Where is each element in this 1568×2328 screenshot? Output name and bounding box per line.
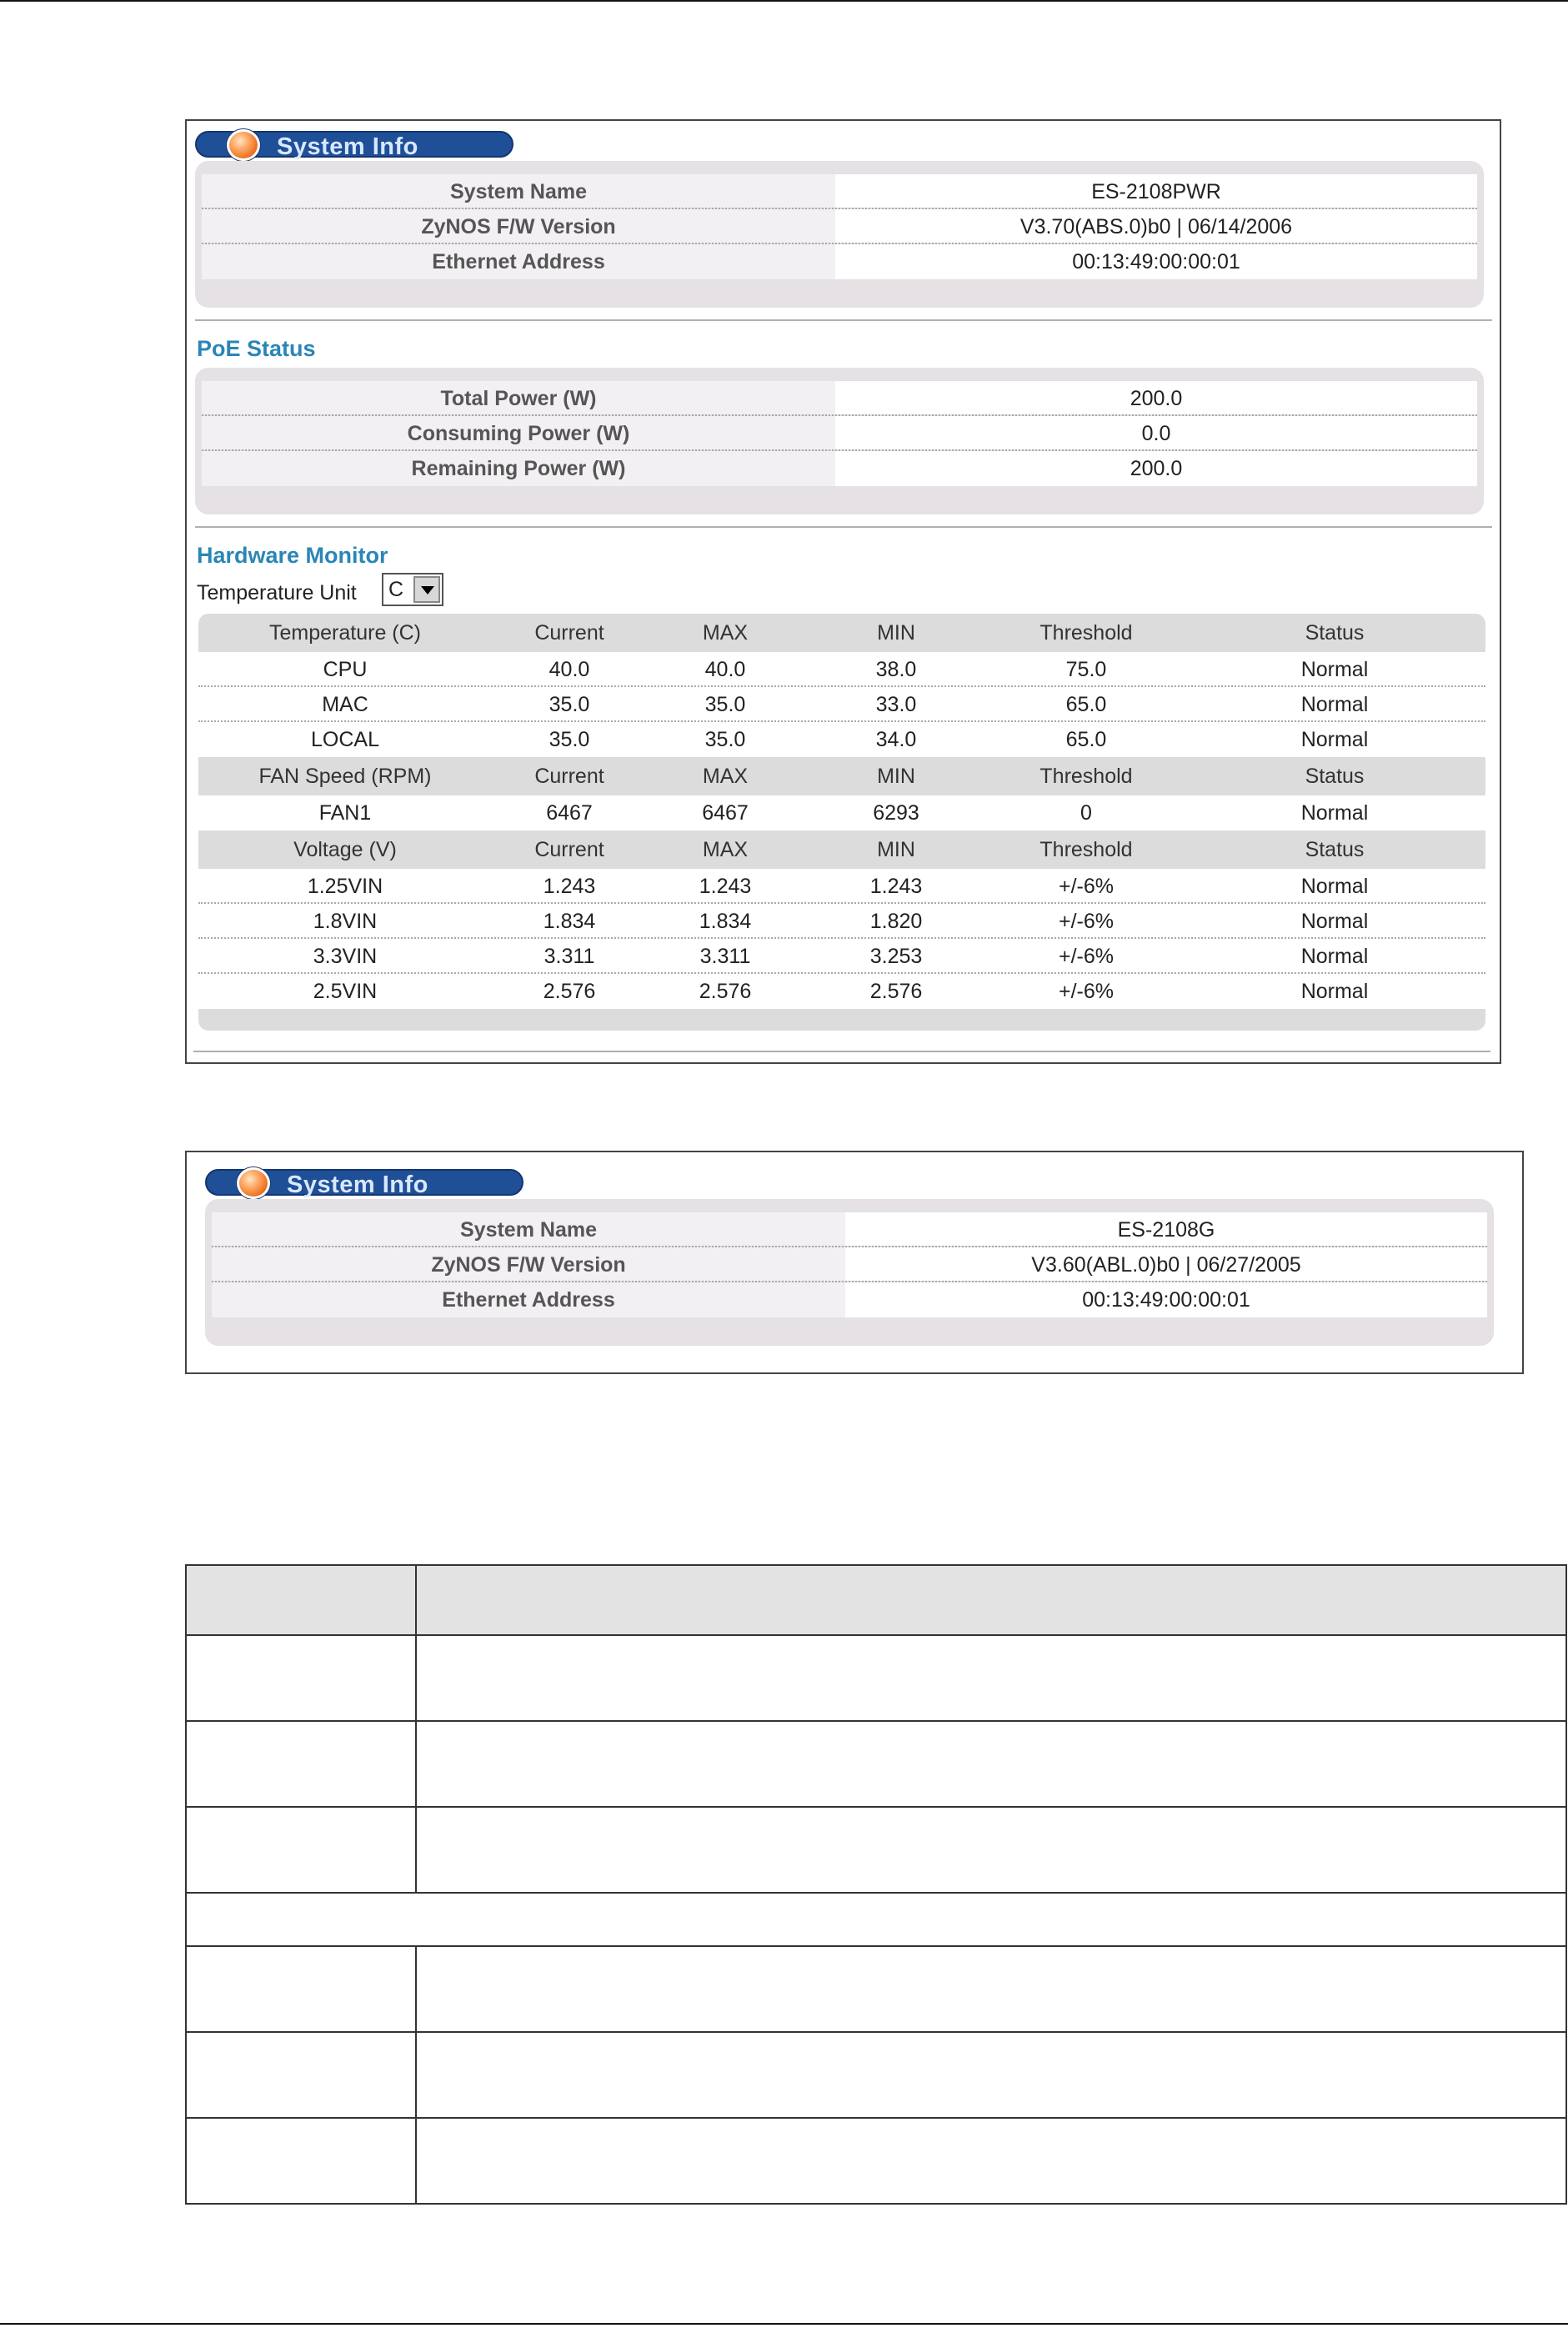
system-name-value: ES-2108PWR — [835, 174, 1477, 208]
ethernet-address-label: Ethernet Address — [212, 1282, 845, 1317]
table-cell — [416, 1721, 1566, 1807]
table-cell: 2.576 — [699, 980, 752, 1003]
table-cell: 2.576 — [869, 980, 923, 1003]
column-header: Status — [1305, 621, 1365, 645]
table-cell: 3.311 — [699, 945, 751, 968]
firmware-version-value: V3.70(ABS.0)b0 | 06/14/2006 — [835, 209, 1477, 243]
top-rule — [0, 0, 1568, 2]
table-header-row — [186, 1565, 1566, 1635]
table-cell — [186, 1565, 416, 1635]
table-cell: 65.0 — [1065, 728, 1107, 751]
table-row — [186, 2032, 1566, 2118]
table-cell: 1.243 — [869, 875, 923, 898]
table-cell: 33.0 — [875, 693, 917, 716]
dropdown-arrow-icon[interactable] — [413, 576, 440, 603]
total-power-label: Total Power (W) — [202, 381, 835, 414]
table-cell: CPU — [323, 658, 368, 681]
table-cell: 65.0 — [1065, 693, 1107, 716]
table-row — [186, 2118, 1566, 2204]
system-info-card — [195, 161, 1484, 308]
fan-header-row — [198, 757, 1485, 795]
poe-status-card — [195, 368, 1484, 514]
table-cell: 3.311 — [544, 945, 595, 968]
table-cell — [186, 1635, 416, 1721]
column-header: Temperature (C) — [269, 621, 421, 645]
table-cell — [416, 1565, 1566, 1635]
table-row — [186, 1893, 1566, 1946]
column-header: MIN — [877, 765, 915, 788]
table-cell — [186, 2118, 416, 2204]
column-header: Status — [1305, 765, 1365, 788]
system-name-label: System Name — [202, 174, 835, 208]
table-cell: +/-6% — [1058, 980, 1114, 1003]
ethernet-address-label: Ethernet Address — [202, 244, 835, 279]
table-cell: 6467 — [702, 801, 749, 825]
column-header: MIN — [877, 838, 915, 861]
table-cell: 1.834 — [543, 910, 596, 933]
orb-icon — [227, 129, 260, 161]
table-row — [186, 1721, 1566, 1807]
table-row — [198, 869, 1485, 904]
table-row — [198, 939, 1485, 974]
system-name-row — [212, 1212, 1487, 1247]
table-cell — [186, 1807, 416, 1893]
column-header: Threshold — [1039, 765, 1133, 788]
system-info-header — [205, 1169, 524, 1196]
table-cell: 40.0 — [704, 658, 746, 681]
table-cell: Normal — [1300, 910, 1369, 933]
poe-status-title: PoE Status — [197, 336, 316, 361]
table-row — [198, 974, 1485, 1009]
firmware-version-row — [202, 209, 1477, 244]
table-row — [186, 1946, 1566, 2032]
ethernet-address-value: 00:13:49:00:00:01 — [835, 244, 1477, 279]
section-divider — [193, 1051, 1490, 1052]
table-cell: 35.0 — [704, 693, 746, 716]
bottom-rule — [0, 2323, 1568, 2325]
system-name-label: System Name — [212, 1212, 845, 1246]
temperature-unit-value: C — [388, 578, 404, 601]
table-cell: Normal — [1300, 693, 1369, 716]
table-footer — [198, 1009, 1485, 1031]
consuming-power-value: 0.0 — [835, 416, 1477, 449]
table-cell: 38.0 — [875, 658, 917, 681]
column-header: Status — [1305, 838, 1365, 861]
total-power-row — [202, 381, 1477, 416]
table-cell: 1.8VIN — [313, 910, 378, 933]
table-cell: 35.0 — [704, 728, 746, 751]
table-cell — [186, 1721, 416, 1807]
ethernet-address-row — [202, 244, 1477, 279]
hardware-monitor-title: Hardware Monitor — [197, 543, 388, 568]
table-cell: 0 — [1080, 801, 1092, 825]
table-cell: 35.0 — [549, 728, 590, 751]
table-cell — [186, 2032, 416, 2118]
table-row — [198, 687, 1485, 722]
voltage-header-row — [198, 830, 1485, 869]
table-cell: FAN1 — [318, 801, 372, 825]
table-cell: 40.0 — [549, 658, 590, 681]
table-row — [186, 1807, 1566, 1893]
consuming-power-row — [202, 416, 1477, 451]
system-name-row — [202, 174, 1477, 209]
table-cell: Normal — [1300, 980, 1369, 1003]
total-power-value: 200.0 — [835, 381, 1477, 414]
table-cell — [416, 1946, 1566, 2032]
table-cell: MAC — [322, 693, 368, 716]
system-info-title: System Info — [277, 133, 418, 160]
ethernet-address-row — [212, 1282, 1487, 1317]
section-divider — [195, 319, 1492, 321]
column-header: MIN — [877, 621, 915, 645]
column-header: MAX — [702, 765, 749, 788]
table-cell: +/-6% — [1058, 910, 1114, 933]
table-cell: 1.243 — [699, 875, 752, 898]
firmware-version-label: ZyNOS F/W Version — [202, 209, 835, 243]
table-cell: Normal — [1300, 801, 1369, 825]
table-cell — [416, 1635, 1566, 1721]
table-cell: Normal — [1300, 875, 1369, 898]
temperature-unit-select[interactable] — [382, 573, 443, 606]
system-info-card — [205, 1199, 1494, 1346]
column-header: MAX — [702, 621, 749, 645]
table-row — [186, 1635, 1566, 1721]
table-cell: 3.3VIN — [313, 945, 378, 968]
table-cell: 1.834 — [699, 910, 752, 933]
firmware-version-label: ZyNOS F/W Version — [212, 1247, 845, 1281]
table-cell — [186, 1893, 1566, 1946]
table-cell: 1.25VIN — [307, 875, 383, 898]
table-row — [198, 904, 1485, 939]
consuming-power-label: Consuming Power (W) — [202, 416, 835, 449]
table-cell: 6293 — [873, 801, 919, 825]
table-cell: +/-6% — [1058, 875, 1114, 898]
table-cell: 6467 — [546, 801, 593, 825]
column-header: Threshold — [1039, 621, 1133, 645]
table-row — [198, 652, 1485, 687]
column-header: Voltage (V) — [293, 838, 397, 861]
table-cell — [416, 2118, 1566, 2204]
table-row — [198, 722, 1485, 757]
table-cell: +/-6% — [1058, 945, 1114, 968]
system-info-title: System Info — [287, 1172, 428, 1198]
temperature-unit-label: Temperature Unit — [197, 581, 357, 605]
ethernet-address-value: 00:13:49:00:00:01 — [845, 1282, 1487, 1317]
hardware-monitor-table — [198, 614, 1485, 1031]
firmware-version-value: V3.60(ABL.0)b0 | 06/27/2005 — [845, 1247, 1487, 1281]
system-info-header — [195, 131, 513, 158]
table-cell — [416, 1807, 1566, 1893]
column-header: Current — [534, 621, 604, 645]
table-row — [198, 795, 1485, 830]
orb-icon — [237, 1167, 270, 1199]
column-header: MAX — [702, 838, 749, 861]
remaining-power-label: Remaining Power (W) — [202, 451, 835, 486]
remaining-power-row — [202, 451, 1477, 486]
field-description-table — [185, 1564, 1567, 2205]
table-cell: LOCAL — [311, 728, 379, 751]
table-cell — [186, 1946, 416, 2032]
system-name-value: ES-2108G — [845, 1212, 1487, 1246]
table-cell: 1.820 — [869, 910, 923, 933]
column-header: Current — [534, 765, 604, 788]
table-cell: Normal — [1300, 728, 1369, 751]
remaining-power-value: 200.0 — [835, 451, 1477, 486]
column-header: FAN Speed (RPM) — [258, 765, 432, 788]
column-header: Threshold — [1039, 838, 1133, 861]
table-cell: 34.0 — [875, 728, 917, 751]
temperature-header-row — [198, 614, 1485, 652]
table-cell: 1.243 — [543, 875, 596, 898]
section-divider — [195, 526, 1492, 528]
table-cell — [416, 2032, 1566, 2118]
table-cell: 3.253 — [869, 945, 923, 968]
column-header: Current — [534, 838, 604, 861]
table-cell: 75.0 — [1065, 658, 1107, 681]
table-cell: Normal — [1300, 945, 1369, 968]
table-cell: 2.576 — [543, 980, 596, 1003]
table-cell: Normal — [1300, 658, 1369, 681]
table-cell: 2.5VIN — [313, 980, 378, 1003]
firmware-version-row — [212, 1247, 1487, 1282]
system-info-panel-es2108g — [185, 1151, 1524, 1374]
table-cell: 35.0 — [549, 693, 590, 716]
